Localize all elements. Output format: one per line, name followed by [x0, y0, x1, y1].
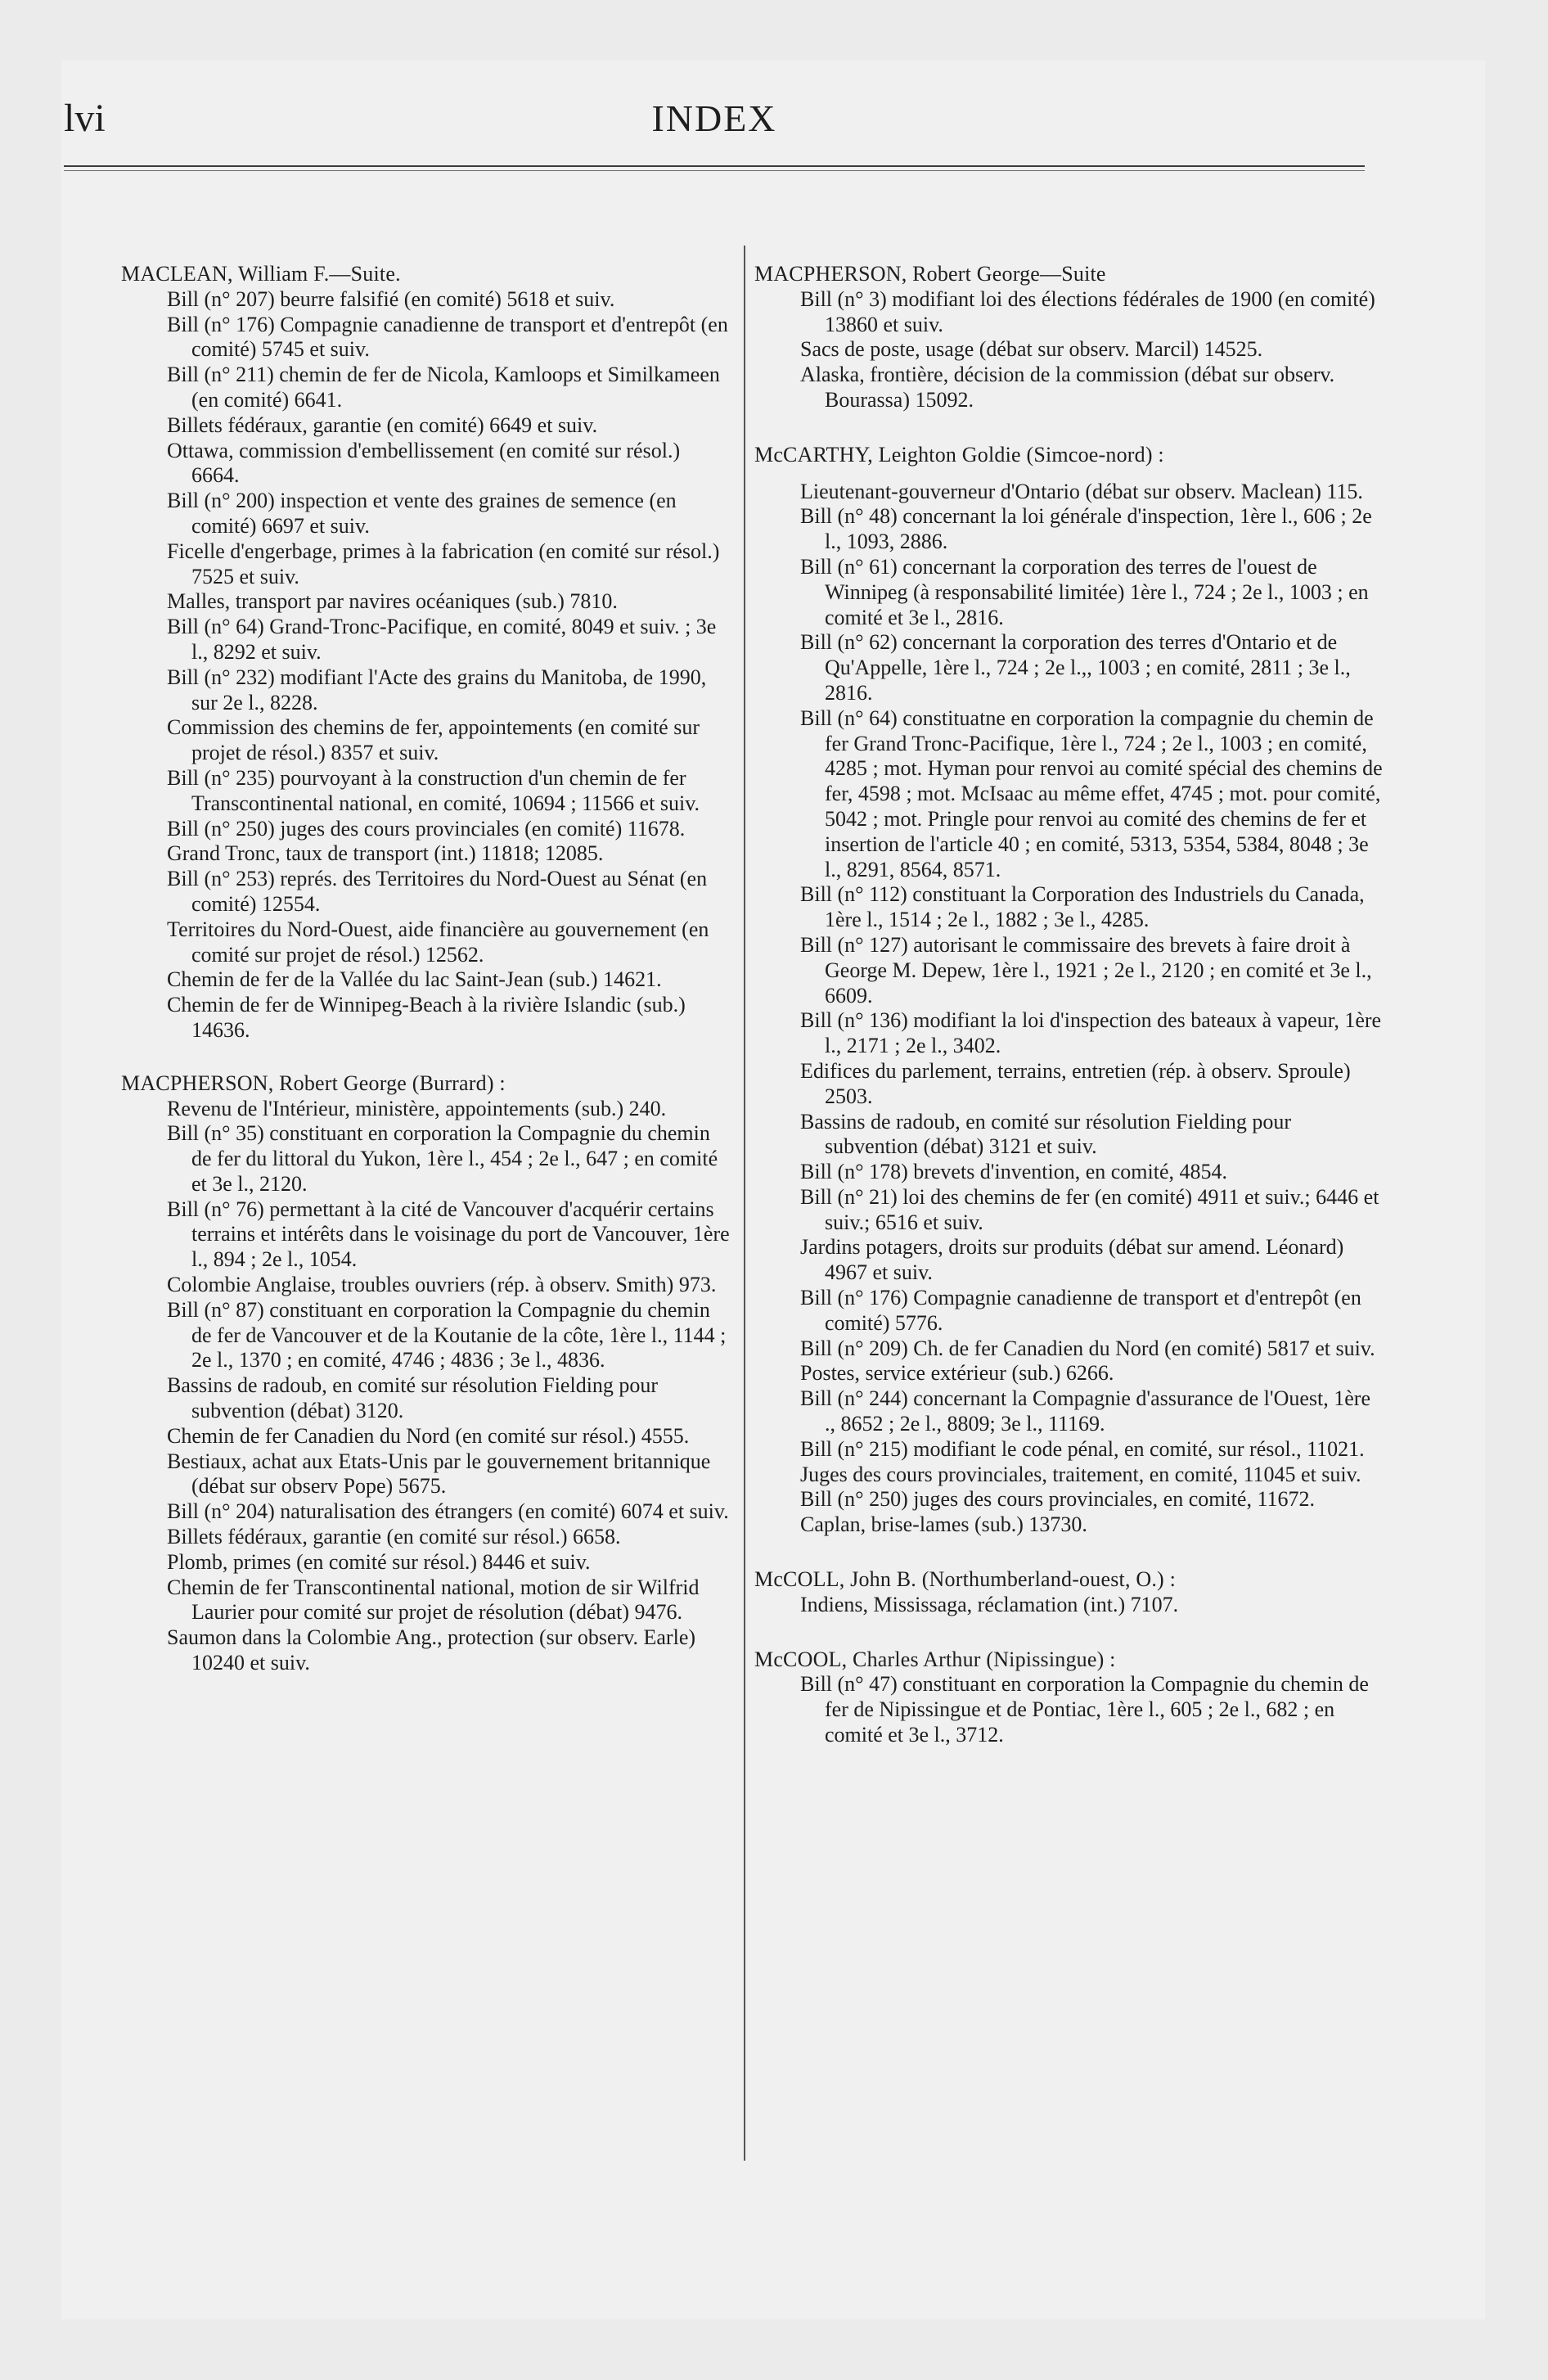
block-gap — [754, 1538, 1384, 1567]
index-heading: McCOOL, Charles Arthur (Nipissingue) : — [754, 1647, 1116, 1671]
index-entry: Bill (n° 62) concernant la corporation des terres d'Ontario et de Qu'Appelle, 1ère l., 724 ; 2e l.,, 1003 ; en comité, 2811 ; 3e l., 2816. — [800, 630, 1351, 705]
index-block-maclean — [121, 262, 731, 1044]
index-block-mccoll — [754, 1567, 1384, 1618]
header-rule-thin — [64, 170, 1365, 171]
index-heading: MACPHERSON, Robert George—Suite — [754, 262, 1106, 286]
index-entry: Chemin de fer de la Vallée du lac Saint-Jean (sub.) 14621. — [167, 967, 662, 992]
index-entry: Colombie Anglaise, troubles ouvriers (rép. à observ. Smith) 973. — [167, 1273, 717, 1297]
index-entry: Bill (n° 35) constituant en corporation la Compagnie du chemin de fer du littoral du Yukon, 1ère l., 454 ; 2e l., 647 ; en comité et 3e l., 2120. — [167, 1121, 718, 1196]
index-entry: Billets fédéraux, garantie (en comité) 6649 et suiv. — [167, 412, 598, 437]
block-gap — [754, 1618, 1384, 1648]
index-entry: Bill (n° 48) concernant la loi générale d'inspection, 1ère l., 606 ; 2e l., 1093, 2886. — [800, 504, 1372, 554]
index-entry: Bill (n° 112) constituant la Corporation des Industriels du Canada, 1ère l., 1514 ; 2e l., 1882 ; 3e l., 4285. — [800, 882, 1365, 932]
index-entry: Bill (n° 200) inspection et vente des graines de semence (en comité) 6697 et suiv. — [167, 489, 677, 538]
index-entry: Bill (n° 232) modifiant l'Acte des grains du Manitoba, de 1990, sur 2e l., 8228. — [167, 665, 707, 714]
block-gap — [754, 413, 1384, 443]
index-entry: Bill (n° 244) concernant la Compagnie d'assurance de l'Ouest, 1ère ., 8652 ; 2e l., 8809; 3e l., 11169. — [800, 1386, 1370, 1436]
index-entry: Bill (n° 127) autorisant le commissaire des brevets à faire droit à George M. Depew, 1ère l., 1921 ; 2e l., 2120 ; en comité et 3e l., 6609. — [800, 932, 1372, 1007]
index-entry: Bill (n° 235) pourvoyant à la construction d'un chemin de fer Transcontinental national, en comité, 10694 ; 11566 et suiv. — [167, 765, 700, 815]
index-entry: Bill (n° 215) modifiant le code pénal, en comité, sur résol., 11021. — [800, 1436, 1365, 1461]
index-entry: Sacs de poste, usage (débat sur observ. Marcil) 14525. — [800, 337, 1263, 362]
index-entry: Bill (n° 250) juges des cours provinciales, en comité, 11672. — [800, 1487, 1315, 1512]
index-entry: Bill (n° 176) Compagnie canadienne de transport et d'entrepôt (en comité) 5745 et suiv. — [167, 312, 728, 362]
index-entry: Bill (n° 47) constituant en corporation la Compagnie du chemin de fer de Nipissingue et de Pontiac, 1ère l., 605 ; 2e l., 682 ; en comité et 3e l., 3712. — [800, 1672, 1369, 1747]
index-entry: Bill (n° 136) modifiant la loi d'inspection des bateaux à vapeur, 1ère l., 2171 ; 2e l., 3402. — [800, 1008, 1382, 1058]
index-entry: Grand Tronc, taux de transport (int.) 11818; 12085. — [167, 841, 604, 866]
index-entry: Bill (n° 3) modifiant loi des élections fédérales de 1900 (en comité) 13860 et suiv. — [800, 286, 1375, 336]
index-entry: Chemin de fer Transcontinental national, motion de sir Wilfrid Laurier pour comité sur projet de résolution (débat) 9476. — [167, 1575, 700, 1625]
index-entry: Bill (n° 64) constituatne en corporation la compagnie du chemin de fer Grand Tronc-Pacifique, 1ère l., 724 ; 2e l., 1003 ; en comité, 4285 ; mot. Hyman pour renvoi au comité spécial des chemins de fer, 4598 ; mot. McIsaac au même effet, 4745 ; mot. pour comité, 5042 ; mot. Pringle pour renvoi au comité des chemins de fer et insertion de l'article 40 ; en comité, 5313, 5354, 5384, 8048 ; 3e l., 8291, 8564, 8571. — [800, 705, 1383, 881]
index-entry: Plomb, primes (en comité sur résol.) 8446 et suiv. — [167, 1549, 591, 1574]
index-entry: Malles, transport par navires océaniques (sub.) 7810. — [167, 589, 618, 614]
index-entry: Bill (n° 250) juges des cours provinciales (en comité) 11678. — [167, 816, 686, 841]
index-entry: Bill (n° 76) permettant à la cité de Vancouver d'acquérir certains terrains et intérêts dans le voisinage du port de Vancouver, 1ère l., 894 ; 2e l., 1054. — [167, 1197, 730, 1272]
index-entry: Jardins potagers, droits sur produits (débat sur amend. Léonard) 4967 et suiv. — [800, 1235, 1344, 1285]
index-entry: Bill (n° 253) représ. des Territoires du Nord-Ouest au Sénat (en comité) 12554. — [167, 867, 708, 916]
index-entry: Bill (n° 176) Compagnie canadienne de transport et d'entrepôt (en comité) 5776. — [800, 1286, 1361, 1335]
header-rule — [64, 165, 1365, 167]
running-head — [64, 90, 1365, 147]
index-entry: Bill (n° 207) beurre falsifié (en comité) 5618 et suiv. — [167, 286, 615, 311]
index-entry: Territoires du Nord-Ouest, aide financière au gouvernement (en comité sur projet de résol.) 12562. — [167, 917, 709, 967]
index-entry: Juges des cours provinciales, traitement, en comité, 11045 et suiv. — [800, 1462, 1361, 1486]
index-entry: Postes, service extérieur (sub.) 6266. — [800, 1361, 1114, 1386]
index-entry: Lieutenant-gouverneur d'Ontario (débat sur observ. Maclean) 115. — [800, 479, 1363, 503]
index-entry: Chemin de fer de Winnipeg-Beach à la rivière Islandic (sub.) 14636. — [167, 993, 686, 1042]
index-entry: Bill (n° 209) Ch. de fer Canadien du Nord (en comité) 5817 et suiv. — [800, 1336, 1375, 1360]
index-block-macpherson-suite — [754, 262, 1384, 413]
index-entry: Bill (n° 211) chemin de fer de Nicola, Kamloops et Similkameen (en comité) 6641. — [167, 363, 720, 412]
index-heading: McCOLL, John B. (Northumberland-ouest, O.) : — [754, 1567, 1177, 1592]
index-entry: Bassins de radoub, en comité sur résolution Fielding pour subvention (débat) 3120. — [167, 1373, 659, 1423]
index-entry: Bassins de radoub, en comité sur résolution Fielding pour subvention (débat) 3121 et suiv. — [800, 1109, 1292, 1159]
index-heading: MACPHERSON, Robert George (Burrard) : — [121, 1071, 506, 1095]
index-entry: Indiens, Mississaga, réclamation (int.) 7107. — [800, 1592, 1179, 1616]
index-block-mccool — [754, 1648, 1384, 1748]
index-entry: Revenu de l'Intérieur, ministère, appointements (sub.) 240. — [167, 1096, 667, 1120]
index-entry: Edifices du parlement, terrains, entretien (rép. à observ. Sproule) 2503. — [800, 1058, 1351, 1108]
index-entry: Ottawa, commission d'embellissement (en comité sur résol.) 6664. — [167, 438, 681, 488]
index-entry: Bill (n° 21) loi des chemins de fer (en comité) 4911 et suiv.; 6446 et suiv.; 6516 et suiv. — [800, 1184, 1379, 1234]
index-entry: Saumon dans la Colombie Ang., protection (sur observ. Earle) 10240 et suiv. — [167, 1625, 696, 1675]
index-entry: Bill (n° 61) concernant la corporation des terres de l'ouest de Winnipeg (à responsabilité limitée) 1ère l., 724 ; 2e l., 1003 ; en comité et 3e l., 2816. — [800, 554, 1369, 629]
right-column — [754, 262, 1384, 1748]
column-divider — [744, 246, 745, 2161]
index-entry: Bill (n° 204) naturalisation des étrangers (en comité) 6074 et suiv. — [167, 1499, 729, 1524]
left-column — [121, 262, 731, 1676]
heading-spacer — [754, 468, 1384, 480]
index-entry: Bill (n° 64) Grand-Tronc-Pacifique, en comité, 8049 et suiv. ; 3e l., 8292 et suiv. — [167, 615, 717, 664]
index-entry: Ficelle d'engerbage, primes à la fabrication (en comité sur résol.) 7525 et suiv. — [167, 539, 720, 588]
index-entry: Billets fédéraux, garantie (en comité sur résol.) 6658. — [167, 1525, 621, 1549]
index-entry: Bestiaux, achat aux Etats-Unis par le gouvernement britannique (débat sur observ Pope) 5675. — [167, 1449, 711, 1499]
index-heading: MACLEAN, William F.—Suite. — [121, 262, 401, 286]
block-gap — [121, 1044, 731, 1071]
index-heading: McCARTHY, Leighton Goldie (Simcoe-nord) : — [754, 442, 1164, 467]
index-entry: Commission des chemins de fer, appointements (en comité sur projet de résol.) 8357 et suiv. — [167, 715, 700, 765]
index-entry: Alaska, frontière, décision de la commission (débat sur observ. Bourassa) 15092. — [800, 363, 1335, 412]
index-entry: Caplan, brise-lames (sub.) 13730. — [800, 1512, 1087, 1537]
index-block-macpherson — [121, 1071, 731, 1676]
index-entry: Chemin de fer Canadien du Nord (en comité sur résol.) 4555. — [167, 1423, 690, 1448]
page-number: lvi — [64, 97, 106, 140]
index-entry: Bill (n° 87) constituant en corporation la Compagnie du chemin de fer de Vancouver et de la Koutanie de la côte, 1ère l., 1144 ; 2e l., 1370 ; en comité, 4746 ; 4836 ; 3e l., 4836. — [167, 1297, 727, 1373]
index-block-mccarthy — [754, 443, 1384, 1538]
index-entry: Bill (n° 178) brevets d'invention, en comité, 4854. — [800, 1160, 1227, 1184]
page-title: INDEX — [651, 97, 777, 139]
